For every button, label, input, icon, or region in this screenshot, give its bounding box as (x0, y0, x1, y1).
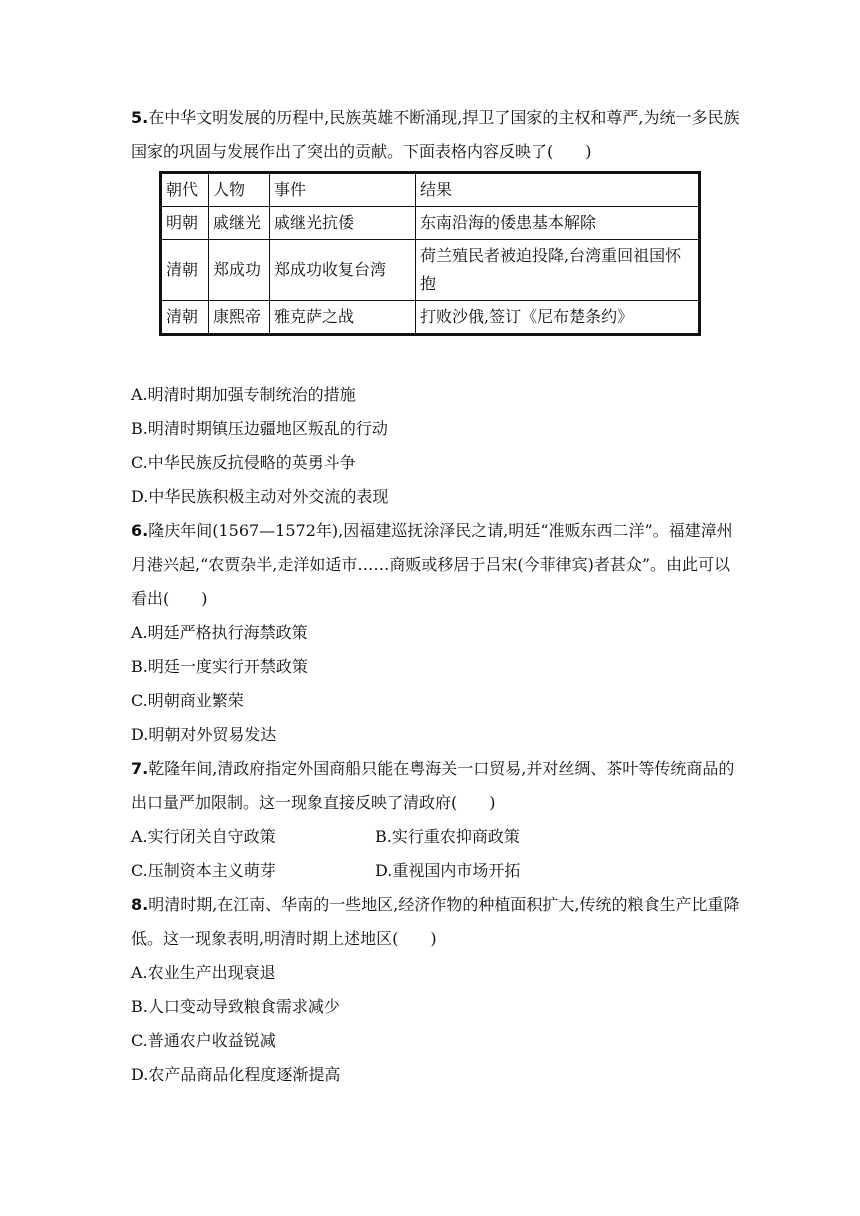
table-header-cell: 事件 (270, 173, 416, 207)
table-cell: 雅克萨之战 (270, 301, 416, 335)
question-7-option-d: D.重视国内市场开拓 (375, 861, 521, 880)
question-6-text: 隆庆年间(1567—1572年),因福建巡抚涂泽民之请,明廷“准贩东西二洋”。福建漳州月港兴起,“农贾杂半,走洋如适市……商贩或移居于吕宋(今菲律宾)者甚众”。由此可以看出( ) (131, 521, 733, 608)
table-header-cell: 结果 (416, 173, 700, 207)
question-6-option-d: D.明朝对外贸易发达 (131, 725, 277, 744)
question-5-option-d: D.中华民族积极主动对外交流的表现 (131, 487, 389, 506)
table-cell: 打败沙俄,签订《尼布楚条约》 (416, 301, 700, 335)
question-7-number: 7. (131, 759, 149, 778)
question-8-option-d: D.农产品商品化程度逐渐提高 (131, 1065, 341, 1084)
table-cell: 郑成功 (209, 240, 270, 301)
question-8-text: 明清时期,在江南、华南的一些地区,经济作物的种植面积扩大,传统的粮食生产比重降低。这一现象表明,明清时期上述地区( ) (131, 895, 740, 948)
table-cell: 东南沿海的倭患基本解除 (416, 207, 700, 240)
question-5-text: 在中华文明发展的历程中,民族英雄不断涌现,捍卫了国家的主权和尊严,为统一多民族国家的巩固与发展作出了突出的贡献。下面表格内容反映了( ) (131, 108, 740, 161)
question-7-option-c: C.压制资本主义萌芽 (131, 861, 276, 880)
table-header-cell: 朝代 (161, 173, 209, 207)
question-8-option-b: B.人口变动导致粮食需求减少 (131, 997, 340, 1016)
table-cell: 清朝 (161, 301, 209, 335)
question-8-option-c: C.普通农户收益锐减 (131, 1031, 276, 1050)
question-8-number: 8. (131, 895, 149, 914)
table-cell: 戚继光抗倭 (270, 207, 416, 240)
question-8-option-a: A.农业生产出现衰退 (131, 963, 276, 982)
table-cell: 荷兰殖民者被迫投降,台湾重回祖国怀抱 (416, 240, 700, 301)
question-6-option-c: C.明朝商业繁荣 (131, 691, 244, 710)
question-5-option-b: B.明清时期镇压边疆地区叛乱的行动 (131, 419, 388, 438)
question-5-option-c: C.中华民族反抗侵略的英勇斗争 (131, 453, 356, 472)
table-row (161, 240, 700, 301)
question-7-text: 乾隆年间,清政府指定外国商船只能在粤海关一口贸易,并对丝绸、茶叶等传统商品的出口量严加限制。这一现象直接反映了清政府( ) (131, 759, 735, 812)
question-7-stem (131, 752, 745, 820)
dynasty-table (159, 171, 701, 336)
table-cell: 清朝 (161, 240, 209, 301)
question-7-option-a: A.实行闭关自守政策 (131, 827, 276, 846)
table-cell: 康熙帝 (209, 301, 270, 335)
question-8-stem (131, 888, 745, 956)
table-row (161, 301, 700, 335)
table-cell: 戚继光 (209, 207, 270, 240)
table-row (161, 207, 700, 240)
table-header-cell: 人物 (209, 173, 270, 207)
question-5-stem (131, 101, 745, 169)
table-header-row (161, 173, 700, 207)
question-5-option-a: A.明清时期加强专制统治的措施 (131, 385, 356, 404)
question-6-option-a: A.明廷严格执行海禁政策 (131, 623, 308, 642)
question-6-number: 6. (131, 521, 149, 540)
question-5-number: 5. (131, 108, 149, 127)
question-6-stem (131, 514, 745, 616)
question-7-option-b: B.实行重农抑商政策 (375, 827, 520, 846)
table-cell: 郑成功收复台湾 (270, 240, 416, 301)
question-6-option-b: B.明廷一度实行开禁政策 (131, 657, 308, 676)
table-cell: 明朝 (161, 207, 209, 240)
